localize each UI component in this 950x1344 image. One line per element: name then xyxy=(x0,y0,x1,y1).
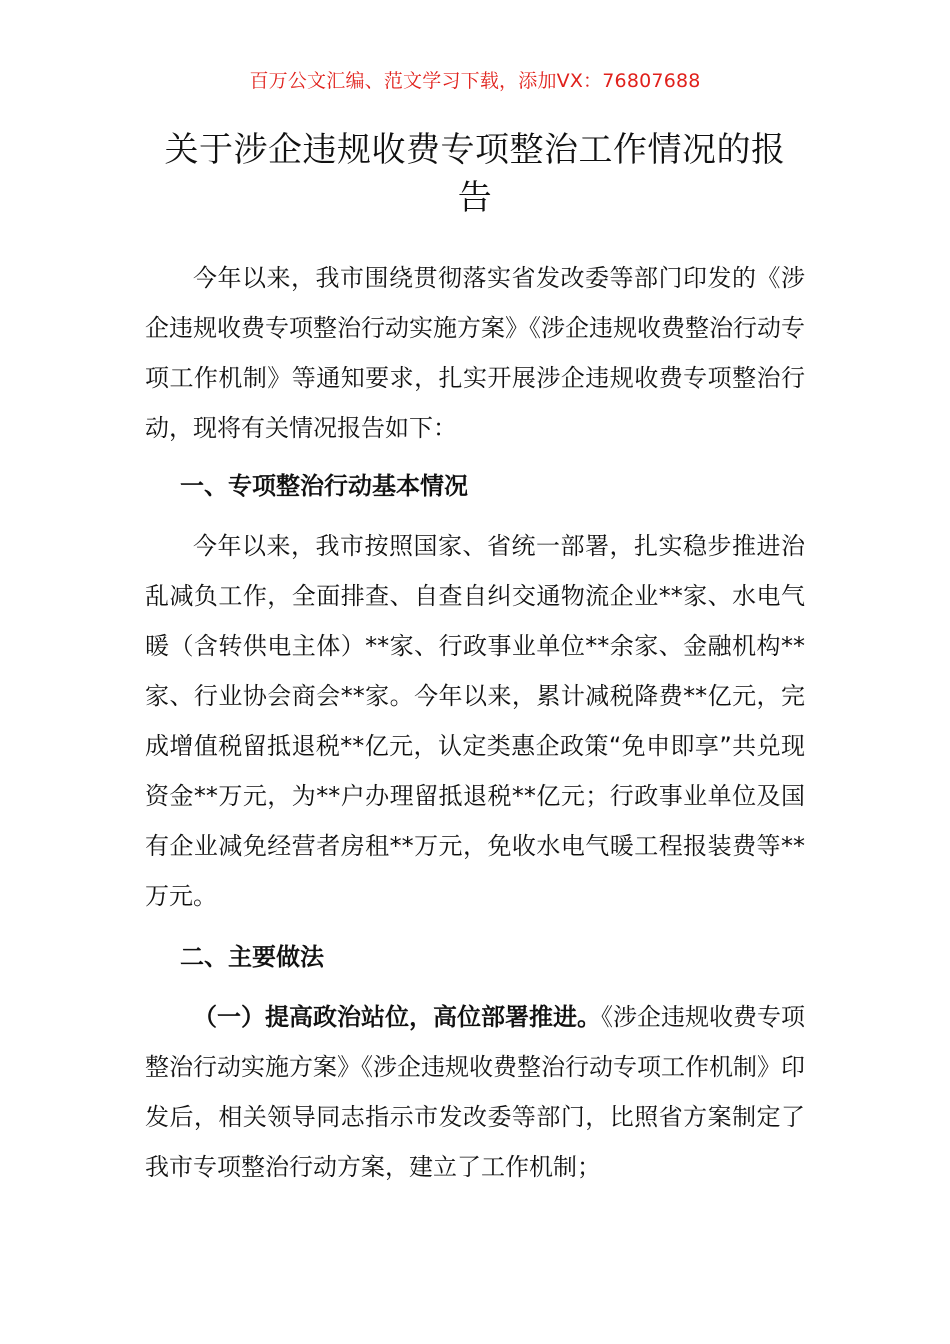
section-2-paragraph xyxy=(145,992,805,1192)
sub-heading-1-text: 《涉企违规收费专项整治行动实施方案》《涉企违规收费整治行动专项工作机制》印发后，相关领导同志指示市发改委等部门，比照省方案制定了我市专项整治行动方案，建立了工作机制； xyxy=(145,1003,805,1181)
section-heading-1: 一、专项整治行动基本情况 xyxy=(180,472,468,500)
document-title: 关于涉企违规收费专项整治工作情况的报告 xyxy=(164,130,786,218)
header-note: 百万公文汇编、范文学习下载，添加VX：76807688 xyxy=(249,70,701,92)
intro-paragraph: 今年以来，我市围绕贯彻落实省发改委等部门印发的《涉企违规收费专项整治行动实施方案》《涉企违规收费整治行动专项工作机制》等通知要求，扎实开展涉企违规收费专项整治行动，现将有关情况报告如下： xyxy=(145,264,805,442)
section-heading-2: 二、主要做法 xyxy=(180,943,324,971)
section-1-paragraph: 今年以来，我市按照国家、省统一部署，扎实稳步推进治乱减负工作，全面排查、自查自纠交通物流企业**家、水电气暖（含转供电主体）**家、行政事业单位**余家、金融机构**家、行业协会商会**家。今年以来，累计减税降费**亿元，完成增值税留抵退税**亿元，认定类惠企政策“免申即享”共兑现资金**万元，为**户办理留抵退税**亿元；行政事业单位及国有企业减免经营者房租**万元，免收水电气暖工程报装费等**万元。 xyxy=(145,532,805,910)
sub-heading-1: （一）提高政治站位，高位部署推进。 xyxy=(193,1003,601,1031)
